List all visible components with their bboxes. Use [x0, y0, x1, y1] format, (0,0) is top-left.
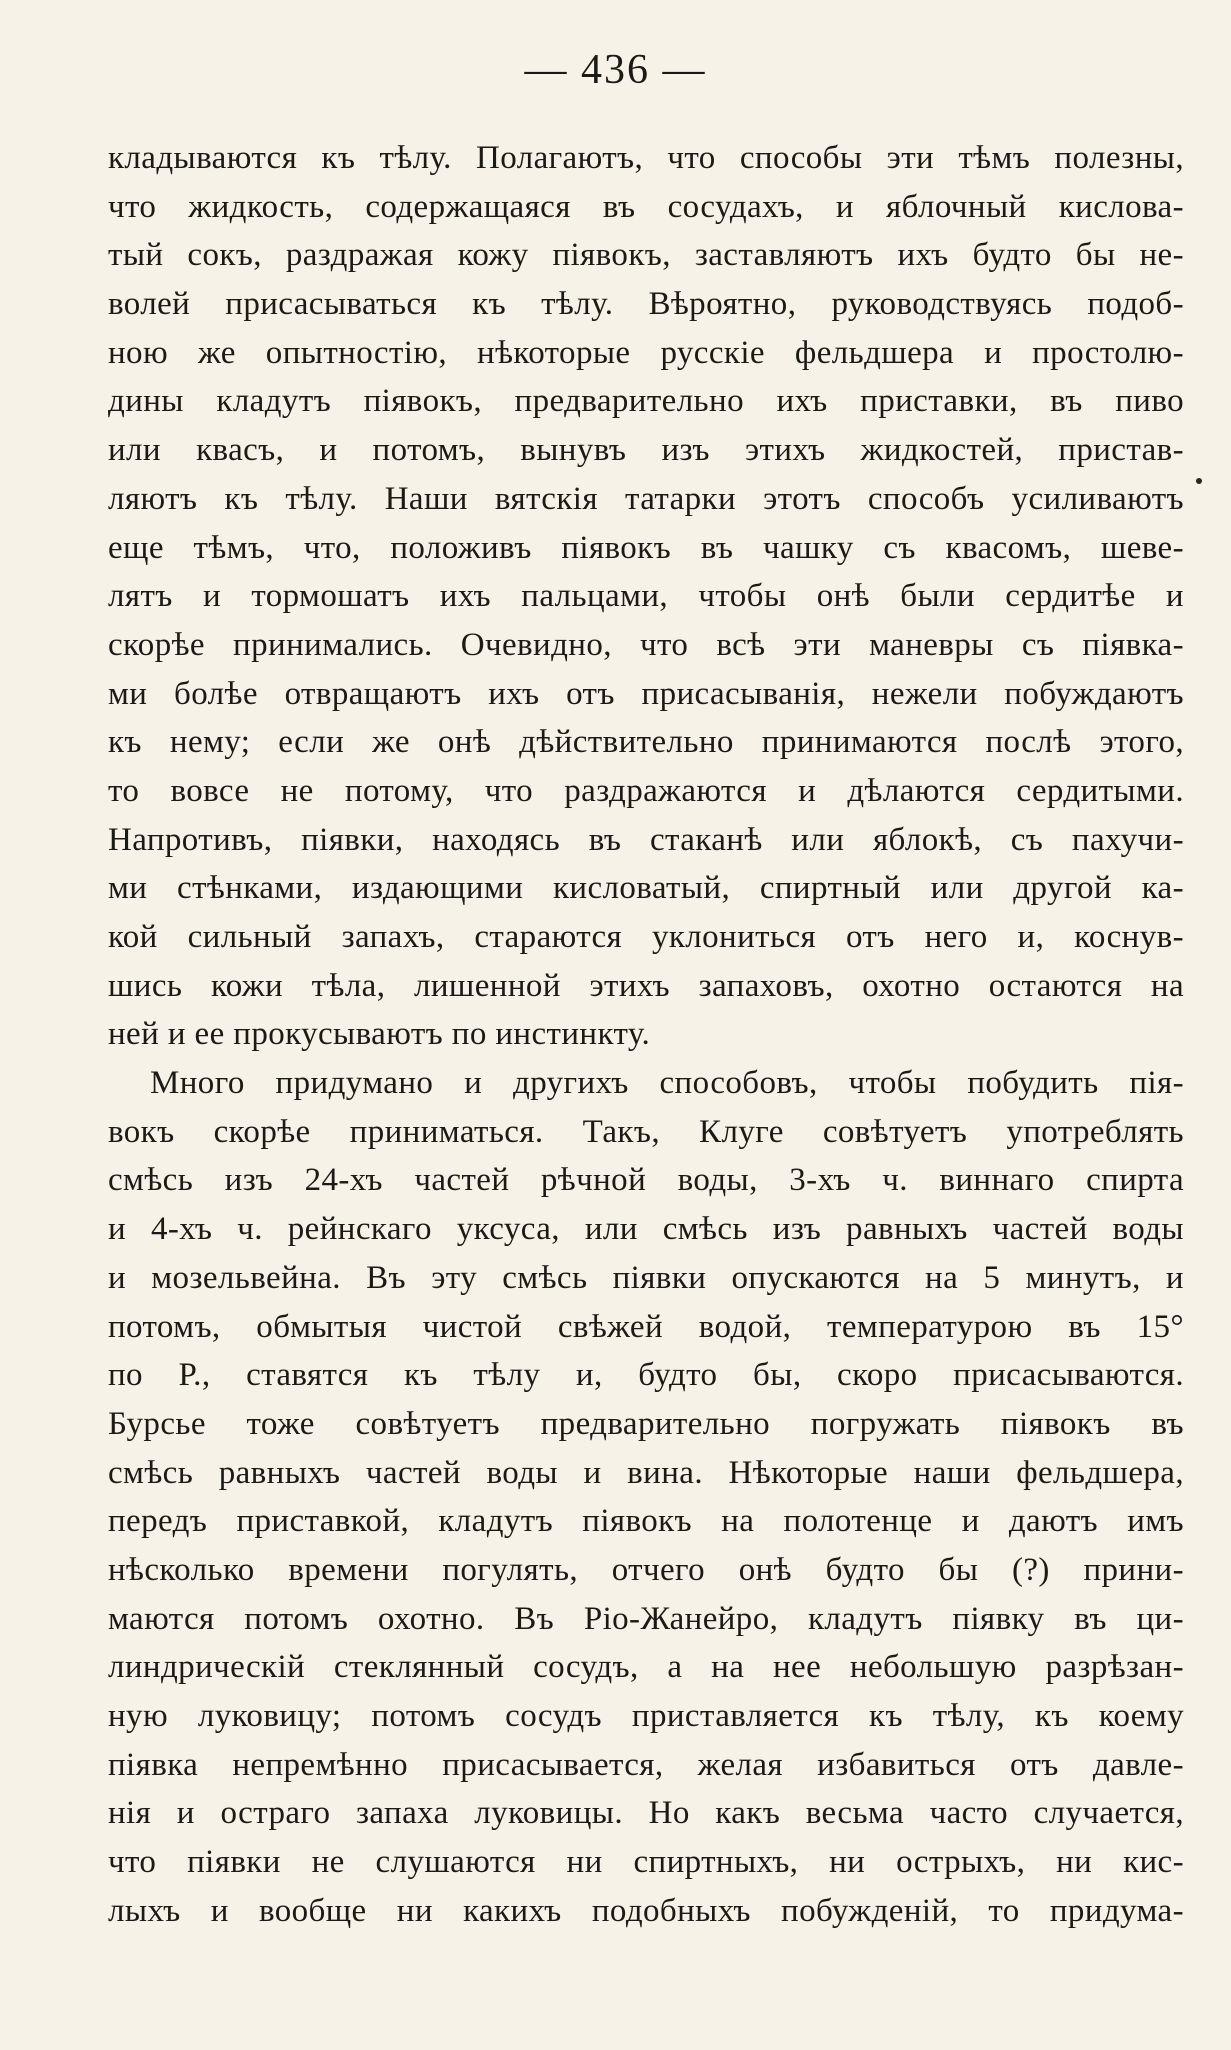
text-line: и мозельвейна. Въ эту смѣсь піявки опускаются на 5 минутъ, и [108, 1259, 1184, 1296]
text-line: потомъ, обмытыя чистой свѣжей водой, температурою въ 15° [108, 1308, 1184, 1345]
paragraph-1 [108, 134, 1184, 1059]
text-line: маются потомъ охотно. Въ Ріо-Жанейро, кладутъ піявку въ ци- [108, 1600, 1184, 1637]
text-line: къ нему; если же онѣ дѣйствительно принимаются послѣ этого, [108, 724, 1184, 761]
margin-mark [1196, 478, 1202, 484]
text-line: ми болѣе отвращаютъ ихъ отъ присасыванія, нежели побуждаютъ [108, 675, 1184, 712]
text-line: ней и ее прокусываютъ по инстинкту. [108, 1016, 651, 1053]
text-line: кладываются къ тѣлу. Полагаютъ, что способы эти тѣмъ полезны, [108, 140, 1184, 176]
text-line: Напротивъ, піявки, находясь въ стаканѣ или яблокѣ, съ пахучи- [108, 821, 1184, 858]
text-line: скорѣе принимались. Очевидно, что всѣ эти маневры съ піявка- [108, 626, 1184, 663]
text-line: волей присасываться къ тѣлу. Вѣроятно, руководствуясь подоб- [108, 286, 1184, 323]
text-line: то вовсе не потому, что раздражаются и дѣлаются сердитыми. [108, 772, 1184, 809]
text-line: тый сокъ, раздражая кожу піявокъ, заставляютъ ихъ будто бы не- [108, 237, 1184, 274]
text-line: лятъ и тормошатъ ихъ пальцами, чтобы онѣ были сердитѣе и [108, 578, 1184, 615]
text-line: Бурсье тоже совѣтуетъ предварительно погружать піявокъ въ [108, 1405, 1184, 1442]
text-line: ною же опытностію, нѣкоторые русскіе фельдшера и простолю- [108, 334, 1184, 371]
text-line: нія и остраго запаха луковицы. Но какъ весьма часто случается, [108, 1795, 1184, 1832]
text-line: по Р., ставятся къ тѣлу и, будто бы, скоро присасываются. [108, 1357, 1184, 1394]
text-line: еще тѣмъ, что, положивъ піявокъ въ чашку съ квасомъ, шеве- [108, 529, 1184, 566]
text-line: смѣсь изъ 24-хъ частей рѣчной воды, 3-хъ ч. виннаго спирта [108, 1162, 1184, 1199]
text-line: или квасъ, и потомъ, вынувъ изъ этихъ жидкостей, пристав- [108, 432, 1184, 469]
text-line: піявка непремѣнно присасывается, желая избавиться отъ давле- [108, 1746, 1184, 1783]
text-line: и 4-хъ ч. рейнскаго уксуса, или смѣсь изъ равныхъ частей воды [108, 1211, 1184, 1248]
text-line: ную луковицу; потомъ сосудъ приставляется къ тѣлу, къ коему [108, 1698, 1184, 1734]
text-line: линдрическій стеклянный сосудъ, а на нее небольшую разрѣзан- [108, 1649, 1184, 1686]
paragraph-2 [108, 1059, 1184, 1935]
text-line: ми стѣнками, издающими кисловатый, спиртный или другой ка- [108, 870, 1184, 907]
text-line: шись кожи тѣла, лишенной этихъ запаховъ, охотно остаются на [108, 967, 1184, 1004]
text-line: лыхъ и вообще ни какихъ подобныхъ побужденій, то придума- [108, 1892, 1184, 1929]
text-line: вокъ скорѣе приниматься. Такъ, Клуге совѣтуетъ употреблять [108, 1113, 1184, 1150]
text-line: Много придумано и другихъ способовъ, чтобы побудить пія- [150, 1065, 1184, 1102]
text-line: ляютъ къ тѣлу. Наши вятскія татарки этотъ способъ усиливаютъ [108, 480, 1184, 517]
text-line: что жидкость, содержащаяся въ сосудахъ, и яблочный кислова- [108, 188, 1184, 225]
text-body [108, 134, 1184, 1935]
text-line: что піявки не слушаются ни спиртныхъ, ни острыхъ, ни кис- [108, 1844, 1184, 1881]
page-number: — 436 — [524, 47, 707, 93]
text-line: кой сильный запахъ, стараются уклониться отъ него и, коснув- [108, 919, 1184, 955]
text-line: смѣсь равныхъ частей воды и вина. Нѣкоторые наши фельдшера, [108, 1454, 1184, 1491]
text-line: передъ приставкой, кладутъ піявокъ на полотенце и даютъ имъ [108, 1503, 1184, 1540]
text-line: дины кладутъ піявокъ, предварительно ихъ приставки, въ пиво [108, 383, 1184, 420]
text-line: нѣсколько времени погулять, отчего онѣ будто бы (?) прини- [108, 1551, 1184, 1588]
